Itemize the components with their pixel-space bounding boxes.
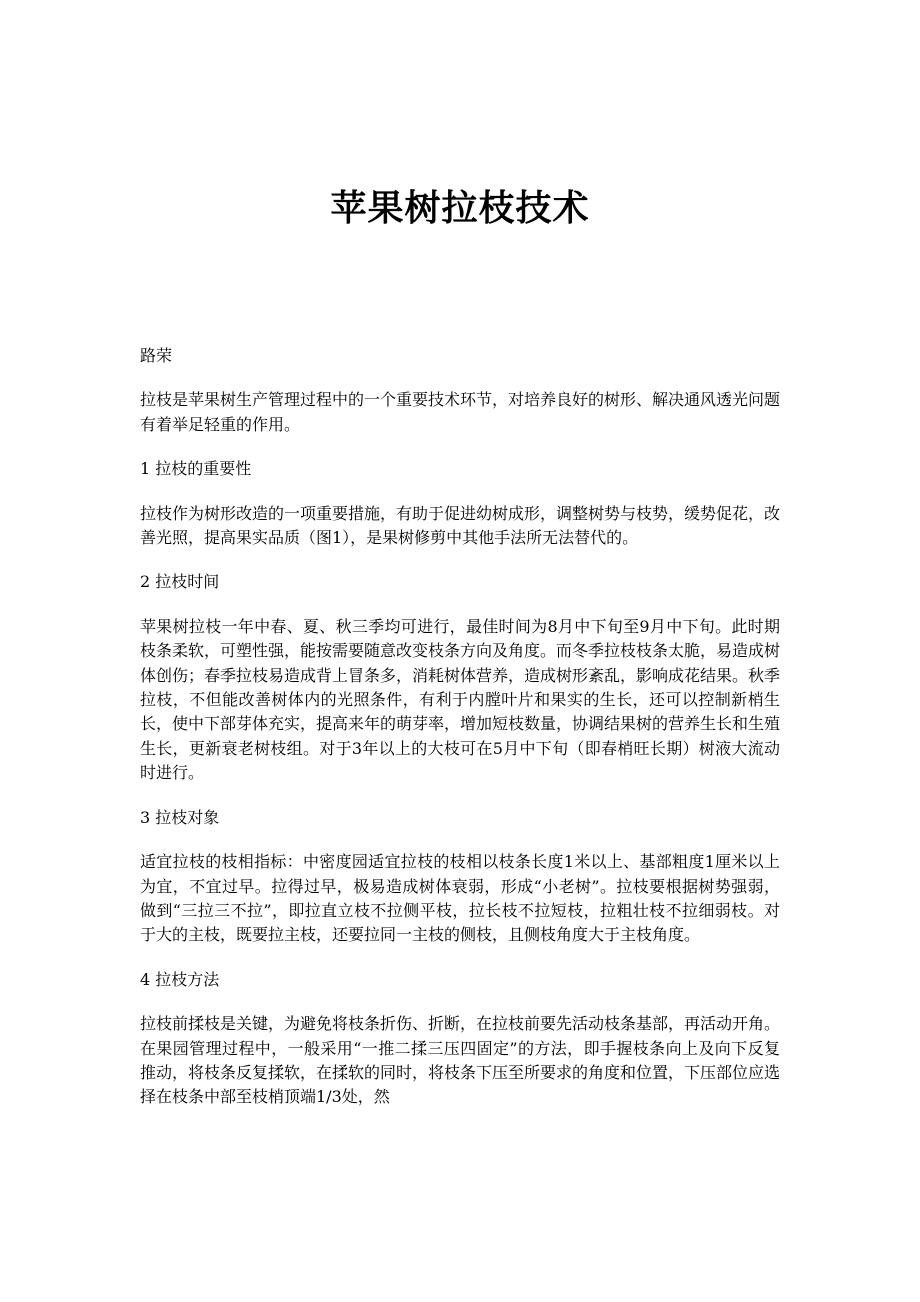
section-heading: 3 拉枝对象 [140, 807, 220, 827]
document-title: 苹果树拉枝技术 [330, 187, 590, 229]
section-paragraph: 拉枝前揉枝是关键，为避免将枝条折伤、折断，在拉枝前要先活动枝条基部，再活动开角。在果园管理过程中，一般采用“一推二揉三压四固定”的方法，即手握枝条向上及向下反复推动，将枝条反复揉软，在揉软的同时，将枝条下压至所要求的角度和位置，下压部位应选择在枝条中部至枝梢顶端1/3处，然 [140, 1014, 781, 1107]
author-name: 路荣 [140, 346, 173, 365]
intro-paragraph: 拉枝是苹果树生产管理过程中的一个重要技术环节，对培养良好的树形、解决通风透光问题有着举足轻重的作用。 [140, 390, 781, 434]
section-heading: 1 拉枝的重要性 [140, 459, 252, 479]
section-paragraph: 拉枝作为树形改造的一项重要措施，有助于促进幼树成形，调整树势与枝势，缓势促花，改善光照，提高果实品质（图1），是果树修剪中其他手法所无法替代的。 [140, 503, 781, 548]
document-body [140, 344, 780, 1130]
section-heading: 4 拉枝方法 [140, 969, 220, 989]
section-paragraph: 苹果树拉枝一年中春、夏、秋三季均可进行，最佳时间为8月中下旬至9月中下旬。此时期枝条柔软，可塑性强，能按需要随意改变枝条方向及角度。而冬季拉枝枝条太脆，易造成树体创伤；春季拉枝易造成背上冒条多，消耗树体营养，造成树形紊乱，影响成花结果。秋季拉枝，不但能改善树体内的光照条件，有利于内膛叶片和果实的生长，还可以控制新梢生长，使中下部芽体充实，提高来年的萌芽率，增加短枝数量，协调结果树的营养生长和生殖生长，更新衰老树枝组。对于3年以上的大枝可在5月中下旬（即春梢旺长期）树液大流动时进行。 [140, 616, 781, 783]
section-heading: 2 拉枝时间 [140, 572, 220, 592]
section-paragraph: 适宜拉枝的枝相指标：中密度园适宜拉枝的枝相以枝条长度1米以上、基部粗度1厘米以上为宜，不宜过早。拉得过早，极易造成树体衰弱，形成“小老树”。拉枝要根据树势强弱，做到“三拉三不拉”，即拉直立枝不拉侧平枝，拉长枝不拉短枝，拉粗壮枝不拉细弱枝。对于大的主枝，既要拉主枝，还要拉同一主枝的侧枝，且侧枝角度大于主枝角度。 [140, 852, 780, 945]
